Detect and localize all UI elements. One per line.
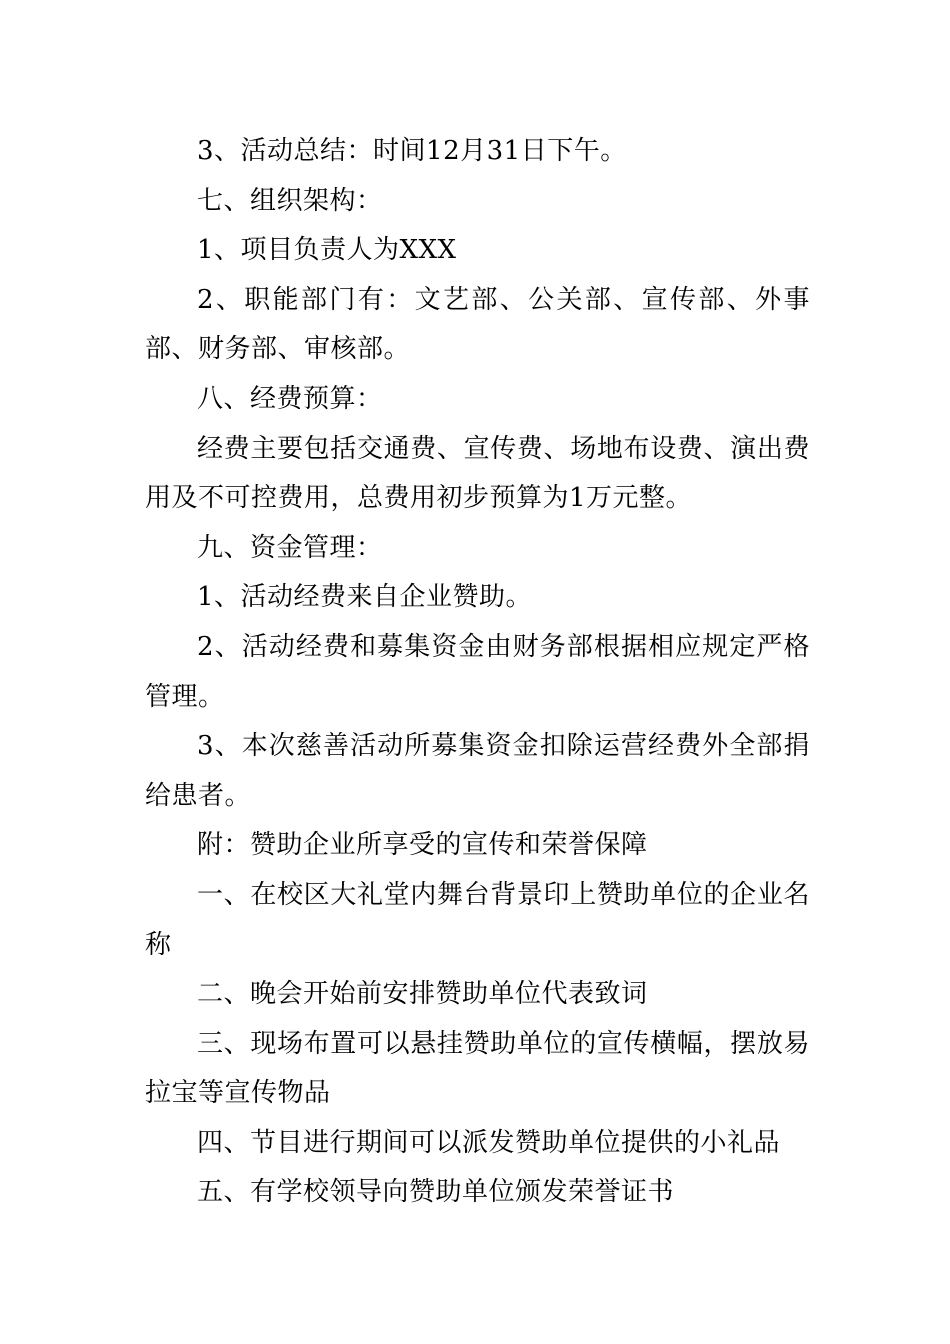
paragraph-departments: 2、职能部门有：文艺部、公关部、宣传部、外事部、财务部、审核部。 <box>145 284 810 365</box>
list-item-gifts: 四、节目进行期间可以派发赞助单位提供的小礼品 <box>197 1127 781 1158</box>
document-body <box>145 127 810 1218</box>
paragraph-fund-source: 1、活动经费来自企业赞助。 <box>197 582 533 613</box>
heading-sponsor-benefits: 附：赞助企业所享受的宣传和荣誉保障 <box>197 830 648 861</box>
list-item-certificate: 五、有学校领导向赞助单位颁发荣誉证书 <box>197 1177 675 1208</box>
heading-budget: 八、经费预算： <box>197 383 383 414</box>
heading-organization-structure: 七、组织架构： <box>197 185 383 216</box>
list-item-stage-backdrop: 一、在校区大礼堂内舞台背景印上赞助单位的企业名称 <box>145 879 810 960</box>
paragraph-activity-summary: 3、活动总结：时间12月31日下午。 <box>197 136 627 166</box>
paragraph-fund-control: 2、活动经费和募集资金由财务部根据相应规定严格管理。 <box>145 631 810 712</box>
heading-fund-management: 九、资金管理： <box>197 532 383 563</box>
paragraph-budget-details: 经费主要包括交通费、宣传费、场地布设费、演出费用及不可控费用，总费用初步预算为1万元整。 <box>145 433 810 514</box>
paragraph-project-lead: 1、项目负责人为XXX <box>197 235 457 266</box>
paragraph-fund-donation: 3、本次慈善活动所募集资金扣除运营经费外全部捐给患者。 <box>145 731 810 811</box>
list-item-banners: 三、现场布置可以悬挂赞助单位的宣传横幅，摆放易拉宝等宣传物品 <box>145 1028 810 1109</box>
list-item-sponsor-speech: 二、晚会开始前安排赞助单位代表致词 <box>197 979 648 1010</box>
